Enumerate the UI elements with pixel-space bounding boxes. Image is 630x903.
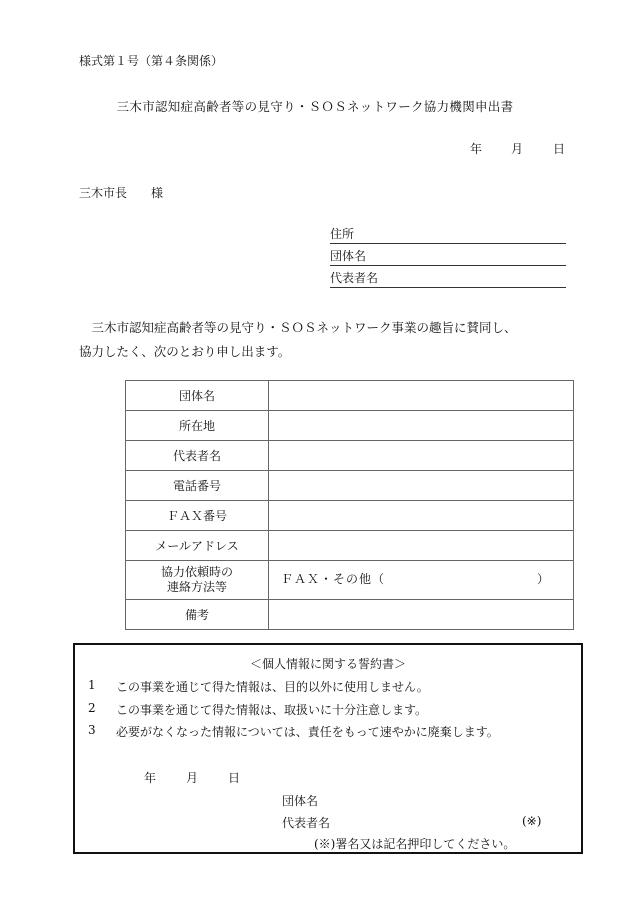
pledge-rep-label: 代表者名 — [282, 816, 331, 830]
pledge-org-label: 団体名 — [282, 794, 319, 808]
table-row — [126, 501, 574, 531]
applicant-address-field[interactable] — [330, 226, 566, 244]
applicant-rep-label: 代表者名 — [330, 271, 379, 285]
applicant-rep-field[interactable] — [330, 270, 566, 288]
contact-method-value: ＦＡＸ・その他（ — [281, 572, 386, 586]
pledge-signature-note: (※)署名又は記名押印してください。 — [314, 837, 516, 851]
pledge-item-text: 必要がなくなった情報については、責任をもって速やかに廃棄します。 — [116, 725, 499, 739]
info-table — [125, 380, 574, 630]
row-label-remarks: 備考 — [126, 600, 269, 630]
document-title: 三木市認知症高齢者等の見守り・ＳＯＳネットワーク協力機関申出書 — [116, 99, 514, 114]
row-label-phone: 電話番号 — [126, 471, 269, 501]
date-month: 月 — [511, 142, 524, 156]
pledge-date-year: 年 — [144, 771, 157, 785]
pledge-item-num: 1 — [88, 678, 96, 692]
form-number: 様式第１号（第４条関係） — [79, 54, 224, 68]
privacy-pledge-box — [73, 643, 583, 854]
pledge-item-text: この事業を通じて得た情報は、取扱いに十分注意します。 — [116, 703, 428, 717]
intro-line-2: 協力したく、次のとおり申し出ます。 — [79, 344, 291, 359]
date-year: 年 — [470, 142, 483, 156]
contact-method-label-line-2: 連絡方法等 — [166, 580, 227, 594]
table-row — [126, 471, 574, 501]
row-value-contact-method[interactable] — [269, 561, 574, 600]
applicant-org-label: 団体名 — [330, 249, 367, 263]
row-value-email[interactable] — [269, 531, 574, 561]
pledge-item-text: この事業を通じて得た情報は、目的以外に使用しません。 — [116, 680, 429, 694]
table-row — [126, 441, 574, 471]
table-row — [126, 561, 574, 600]
pledge-date-day: 日 — [228, 771, 241, 785]
row-value-location[interactable] — [269, 411, 574, 441]
pledge-item-num: 3 — [88, 723, 96, 737]
row-label-contact-method — [126, 561, 269, 600]
intro-line-1: 三木市認知症高齢者等の見守り・ＳＯＳネットワーク事業の趣旨に賛同し、 — [79, 320, 517, 335]
date-day: 日 — [553, 142, 566, 156]
table-row — [126, 600, 574, 630]
contact-method-label-line-1: 協力依頼時の — [160, 565, 233, 579]
pledge-item-num: 2 — [88, 701, 96, 715]
table-row — [126, 411, 574, 441]
pledge-title: ＜個人情報に関する誓約書＞ — [249, 657, 406, 671]
row-value-phone[interactable] — [269, 471, 574, 501]
row-label-email: メールアドレス — [126, 531, 269, 561]
row-label-org: 団体名 — [126, 381, 269, 411]
table-row — [126, 381, 574, 411]
row-label-location: 所在地 — [126, 411, 269, 441]
applicant-address-label: 住所 — [330, 227, 355, 241]
contact-method-close-paren: ） — [537, 572, 550, 586]
row-label-rep: 代表者名 — [126, 441, 269, 471]
row-value-fax[interactable] — [269, 501, 574, 531]
addressee: 三木市長 様 — [79, 186, 164, 200]
pledge-date-month: 月 — [186, 771, 199, 785]
row-value-remarks[interactable] — [269, 600, 574, 630]
table-row — [126, 531, 574, 561]
row-value-org[interactable] — [269, 381, 574, 411]
applicant-org-field[interactable] — [330, 248, 566, 266]
row-label-fax: ＦＡＸ番号 — [126, 501, 269, 531]
row-value-rep[interactable] — [269, 441, 574, 471]
pledge-rep-mark: (※) — [522, 814, 542, 828]
